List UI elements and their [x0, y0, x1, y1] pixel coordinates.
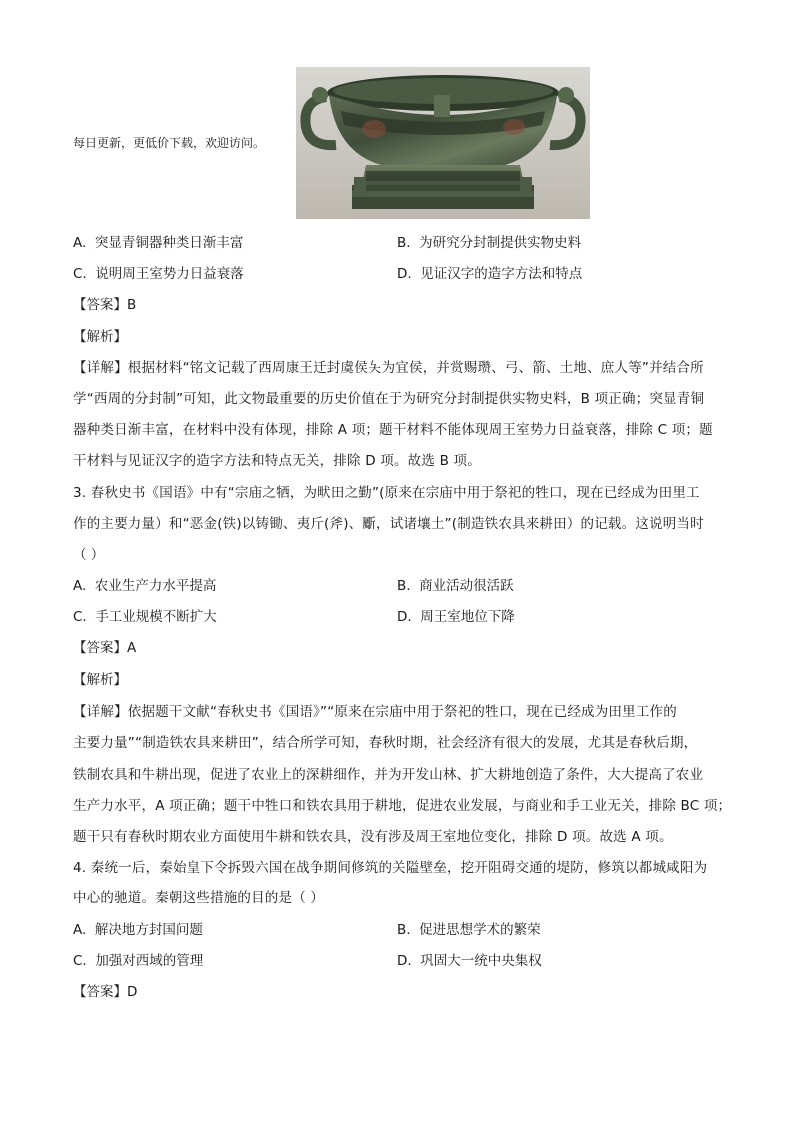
q4-option-a: A. 解决地方封国问题 [73, 922, 203, 938]
q2-detail-line-1: 【详解】根据材料“铭文记载了西周康王迁封虞侯夨为宜侯，并赏赐瓒、弓、箭、土地、庶人等”并结合所 [73, 360, 704, 376]
q3-detail-line-3: 铁制农具和牛耕出现，促进了农业上的深耕细作，并为开发山林、扩大耕地创造了条件，大大提高了农业 [73, 767, 704, 783]
q3-option-a: A. 农业生产力水平提高 [73, 578, 217, 594]
q2-option-b: B. 为研究分封制提供实物史料 [397, 235, 582, 251]
q3-option-c: C. 手工业规模不断扩大 [73, 609, 217, 625]
q4-answer: 【答案】D [73, 984, 138, 1000]
q2-option-a: A. 突显青铜器种类日渐丰富 [73, 235, 244, 251]
q3-detail-line-5: 题干只有春秋时期农业方面使用牛耕和铁农具，没有涉及周王室地位变化，排除 D 项。故选 A 项。 [73, 829, 673, 845]
q3-analysis-heading: 【解析】 [73, 672, 127, 688]
q3-answer: 【答案】A [73, 640, 137, 656]
q3-detail-line-4: 生产力水平，A 项正确；题干中牲口和铁农具用于耕地，促进农业发展，与商业和手工业无关，排除 BC 项； [73, 798, 732, 814]
q3-stem-line-1: 3. 春秋史书《国语》中有“宗庙之牺，为畎田之勤”(原来在宗庙中用于祭祀的牲口，现在已经成为田里工 [73, 485, 700, 501]
q4-stem-line-1: 4. 秦统一后，秦始皇下令拆毁六国在战争期间修筑的关隘壁垒，挖开阻碍交通的堤防，修筑以都城咸阳为 [73, 860, 708, 876]
bronze-vessel-image [296, 67, 590, 219]
q4-option-b: B. 促进思想学术的繁荣 [397, 922, 541, 938]
q4-option-c: C. 加强对西域的管理 [73, 953, 204, 969]
q2-answer: 【答案】B [73, 297, 137, 313]
q3-option-b: B. 商业活动很活跃 [397, 578, 514, 594]
q3-stem-line-2: 作的主要力量）和“恶金(铁)以铸锄、夷斤(斧)、斸，试诸壤土”(制造铁农具来耕田）的记载。这说明当时 [73, 516, 704, 532]
site-note: 每日更新，更低价下载，欢迎访问。 [73, 136, 266, 150]
q3-detail-line-1: 【详解】依据题干文献“春秋史书《国语》”“原来在宗庙中用于祭祀的牲口，现在已经成为田里工作的 [73, 704, 677, 720]
q3-detail-line-2: 主要力量”“制造铁农具来耕田”，结合所学可知，春秋时期，社会经济有很大的发展，尤其是春秋后期， [73, 735, 698, 751]
q3-stem-line-3: （ ） [73, 547, 105, 563]
q3-option-d: D. 周王室地位下降 [397, 609, 515, 625]
q2-detail-line-4: 干材料与见证汉字的造字方法和特点无关，排除 D 项。故选 B 项。 [73, 453, 481, 469]
q2-analysis-heading: 【解析】 [73, 329, 127, 345]
q4-stem-line-2: 中心的驰道。秦朝这些措施的目的是（ ） [73, 890, 325, 906]
q4-option-d: D. 巩固大一统中央集权 [397, 953, 542, 969]
q2-option-d: D. 见证汉字的造字方法和特点 [397, 266, 583, 282]
q2-detail-line-3: 器种类日渐丰富，在材料中没有体现，排除 A 项；题干材料不能体现周王室势力日益衰落，排除 C 项；题 [73, 422, 713, 438]
q2-detail-line-2: 学“西周的分封制”可知，此文物最重要的历史价值在于为研究分封制提供实物史料，B 项正确；突显青铜 [73, 391, 705, 407]
q2-option-c: C. 说明周王室势力日益衰落 [73, 266, 244, 282]
